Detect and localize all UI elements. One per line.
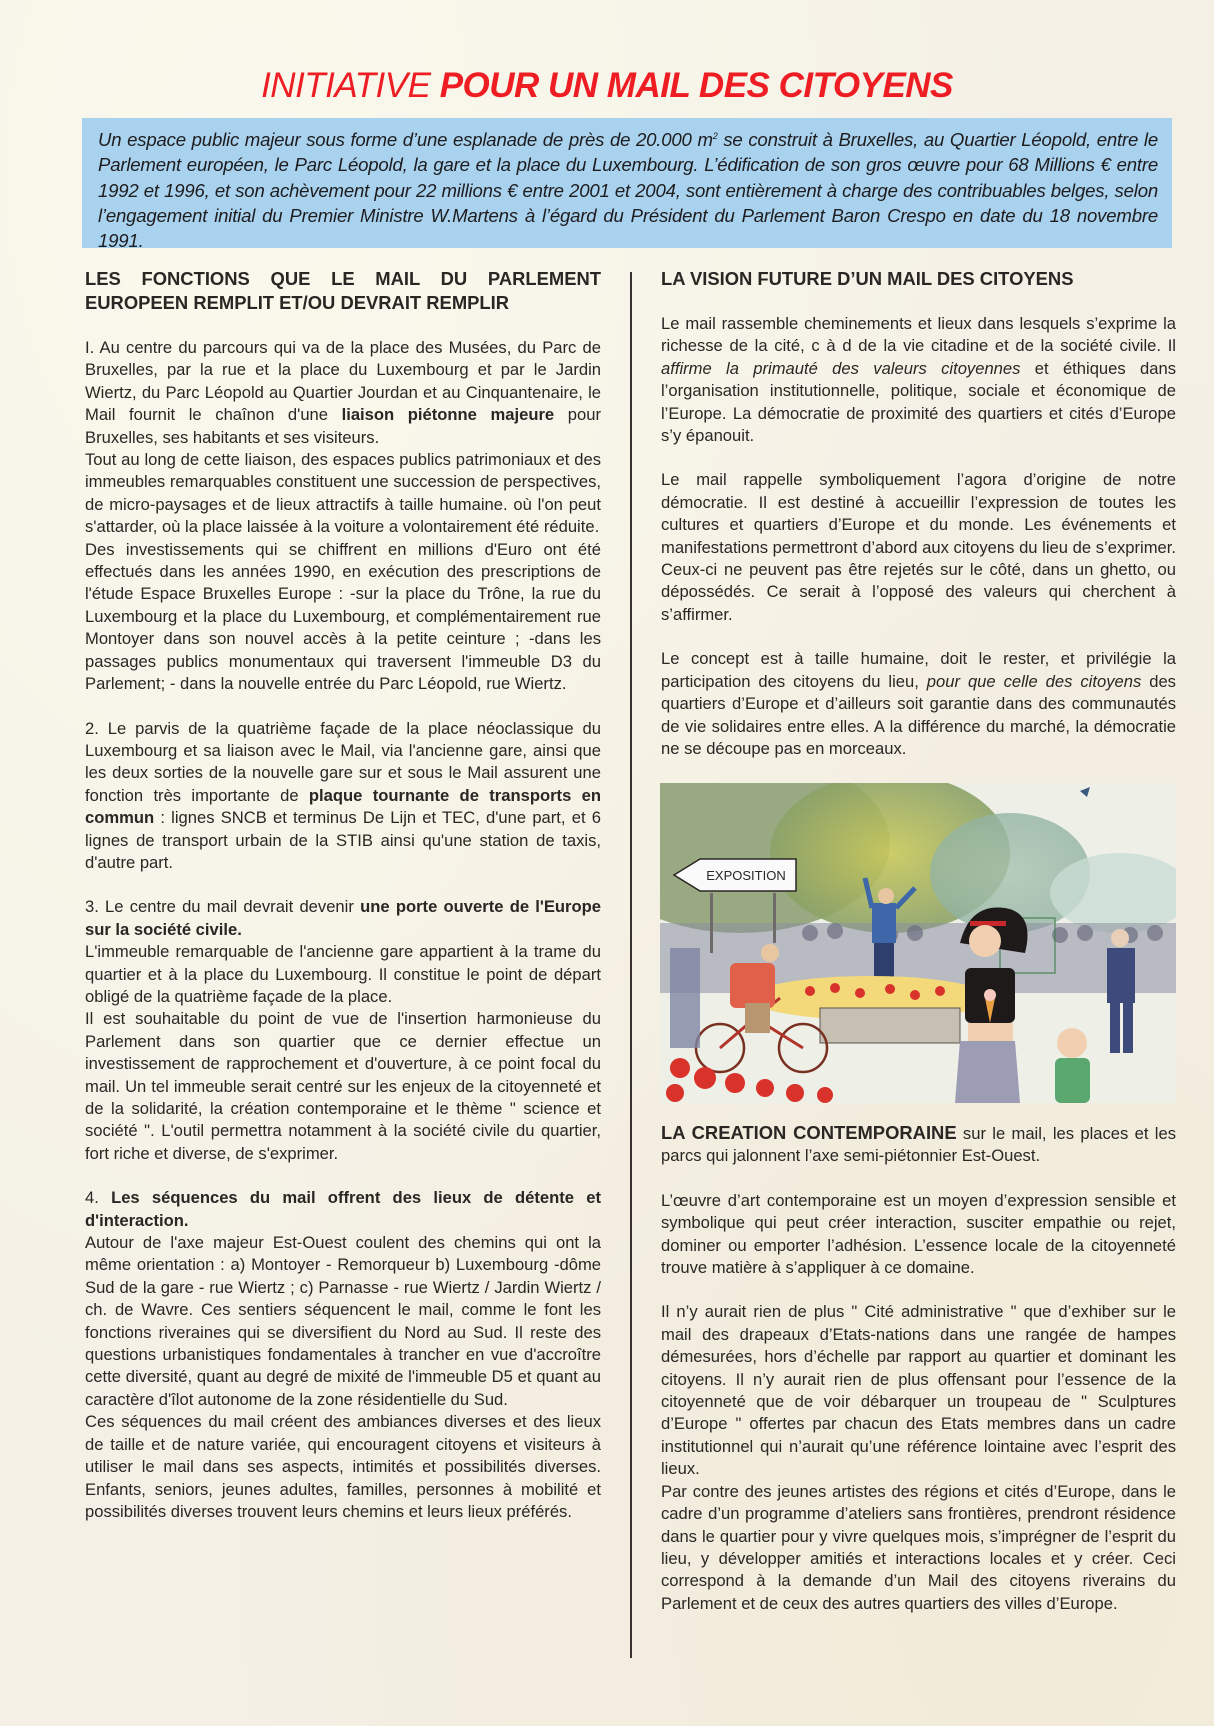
section-4-paragraph-3: Ces séquences du mail créent des ambiances diverses et des lieux de taille et de nature variée, qui encouragent citoyens et visiteurs à utiliser le mail dans ses aspects, intimités et possibilités diverses. Enfants, seniors, jeunes adultes, familles, personnes à mobilité et possibilités diverses trouvent leurs chemins et leurs lieux préférés. <box>85 1412 601 1521</box>
section-4-heading <box>85 1187 601 1232</box>
s2-bold: plaque tournante de transports en commun <box>85 785 601 828</box>
intro-sup: 2 <box>712 131 718 141</box>
section-3-paragraph-3: Il est souhaitable du point de vue de l'insertion harmonieuse du Parlement dans son quartier que ce dernier effectue un investissement de rapprochement et d'ouverture, à ce point focal du mail. Un tel immeuble serait centré sur les enjeux de la citoyenneté et de la solidarité, la création contemporaine et le thème " science et société ". L'outil permettra notamment à la société civile du quartier, fort riche et diverse, de s'exprimer. <box>85 1009 601 1163</box>
s3-text-a: 3. Le centre du mail devrait devenir <box>85 897 361 917</box>
s3-bold: une porte ouverte de l'Europe sur la société civile. <box>85 897 601 939</box>
section-3-heading <box>85 896 601 941</box>
column-divider <box>630 272 632 1658</box>
vision-p3-a: Le concept est à taille humaine, doit le rester, et privilégie la participation des citoyens du lieu, <box>661 649 1176 691</box>
section-4-paragraph-2: Autour de l'axe majeur Est-Ouest coulent des chemins qui ont la même orientation : a) Montoyer - Remorqueur b) Luxembourg -dôme Sud de la gare - rue Wiertz ; c) Parnasse - rue Wiertz / Jardin Wiertz / ch. de Wavre. Ces sentiers séquencent le mail, comme le font les fonctions riveraines qui se diversifient du Nord au Sud. Il reste des questions urbanistiques fondamentales à trancher en vue d'accroître cette diversité, quant au degré de mixité de l'immeuble D5 et quant au caractère d'îlot autonome de la zone résidentielle du Sud. <box>85 1233 601 1409</box>
intro-box <box>82 118 1172 251</box>
s1-bold: liaison piétonne majeure <box>341 405 555 425</box>
left-heading: LES FONCTIONS QUE LE MAIL DU PARLEMENT EUROPEEN REMPLIT ET/OU DEVRAIT REMPLIR <box>85 268 601 313</box>
vision-p1-a: Le mail rassemble cheminements et lieux dans lesquels s’exprime la richesse de la cité, c à d de la vie citadine et de la société civile. Il <box>661 314 1176 356</box>
child <box>1055 1028 1090 1103</box>
creation-section <box>661 1122 1176 1615</box>
vision-p3-italic: pour que celle des citoyens <box>926 671 1142 691</box>
right-heading: LA VISION FUTURE D’UN MAIL DES CITOYENS <box>661 268 1074 289</box>
title-prefix: INITIATIVE <box>261 66 431 105</box>
person-left <box>670 948 700 1048</box>
s4-bold: Les séquences du mail offrent des lieux de détente et d'interaction. <box>85 1188 601 1230</box>
s1-text-b: pour Bruxelles, ses habitants et ses visiteurs. <box>85 405 601 447</box>
vision-p1-italic: affirme la primauté des valeurs citoyennes <box>661 358 1021 378</box>
section-1-paragraph-1 <box>85 337 601 449</box>
vision-paragraph-1 <box>661 313 1176 447</box>
creation-paragraph-2: Il n’y aurait rien de plus " Cité administrative " que d’exhiber sur le mail des drapeaux d’Etats-nations dans une rangée de hampes démesurées, hors d’échelle par rapport au quartier et dominant les citoyens. Il n’y aurait rien de plus offensant pour l’essence de la citoyenneté que de voir débarquer un troupeau de " Sculptures d’Europe " offertes par chacun des Etats membres dans un cadre institutionnel qui n’aurait qu’une référence lointaine avec l’esprit des lieux. <box>661 1302 1176 1479</box>
vision-paragraph-2: Le mail rappelle symboliquement l’agora d’origine de notre démocratie. Il est destiné à accueillir l’expression de toutes les cultures et quartiers d’Europe et du monde. Les événements et manifestations permettront d’abord aux citoyens du lieu de s’exprimer. Ceux-ci ne peuvent pas être rejetés sur le côté, dans un ghetto, ou dépossédés. Ce serait à l’opposé des valeurs qui cherchent à s’affirmer. <box>661 470 1176 624</box>
s2-text-a: 2. Le parvis de la quatrième façade de la place néoclassique du Luxembourg et sa liaison avec le Mail, via l'ancienne gare, ainsi que les deux sorties de la nouvelle gare sur et sous le Mail assurent une fonction très importante de <box>85 718 601 805</box>
illustration <box>660 783 1176 1103</box>
section-1-paragraph-3: Des investissements qui se chiffrent en millions d'Euro ont été effectués dans les années 1990, en exécution des prescriptions de l'étude Espace Bruxelles Europe : -sur la place du Trône, la rue du Luxembourg et la place du Luxembourg, et complémentairement rue Montoyer dans son nouvel accès à la petite ceinture ; -dans les passages publics monumentaux qui traversent l'immeuble D3 du Parlement; - dans la nouvelle entrée du Parc Léopold, rue Wiertz. <box>85 539 601 694</box>
creation-heading-rest: sur le mail, les places et les parcs qui jalonnent l’axe semi-piétonnier Est-Ouest. <box>661 1124 1176 1166</box>
sign-text: EXPOSITION <box>706 868 786 883</box>
creation-paragraph-3: Par contre des jeunes artistes des régions et cités d’Europe, dans le cadre d’un programme d’ateliers sans frontières, prendront résidence dans le quartier pour y vivre quelques mois, s’imprégner de l’esprit du lieu, y développer amitiés et interactions locales et y créer. Ceci correspond à la demande d’un Mail des citoyens riverains du Parlement et de ceux des autres quartiers des villes d’Europe. <box>661 1481 1176 1613</box>
section-3-paragraph-2: L'immeuble remarquable de l'ancienne gare appartient à la trame du quartier et à la place du Luxembourg. Il constitue le point de départ obligé de la quatrième façade de la place. <box>85 942 601 1006</box>
creation-paragraph-1: L’œuvre d’art contemporaine est un moyen d’expression sensible et symbolique qui peut créer interaction, susciter empathie ou rejet, dominer ou emporter l’adhésion. L’essence locale de la citoyenneté trouve matière à s’appliquer à ce domaine. <box>661 1190 1176 1278</box>
s2-text-b: : lignes SNCB et terminus De Lijn et TEC, d'une part, et 6 lignes de transport urbain de la STIB ainsi qu'une station de taxis, d'autre part. <box>85 808 601 872</box>
creation-heading-paragraph <box>661 1122 1176 1168</box>
vision-p1-b: et éthiques dans l’organisation institutionnelle, politique, sociale et économique de l’Europe. La démocratie de proximité des quartiers et cités d’Europe s’y épanouit. <box>661 358 1176 446</box>
vision-p3-b: des quartiers d’Europe et d’ailleurs soit garantie dans des communautés de vie solidaires entre elles. A la différence du marché, la démocratie ne se découpe pas en morceaux. <box>661 671 1176 758</box>
illustration-svg <box>660 783 1176 1103</box>
left-column <box>85 267 601 1523</box>
section-2-paragraph <box>85 718 601 875</box>
creation-heading: LA CREATION CONTEMPORAINE <box>661 1122 957 1143</box>
intro-text-b: se construit à Bruxelles, au Quartier Léopold, entre le Parlement européen, le Parc Léopold, la gare et la place du Luxembourg. L’édification de son gros œuvre pour 68 Millions € entre 1992 et 1996, et son achèvement pour 22 millions € entre 2001 et 2004, sont entièrement à charge des contribuables belges, selon l’engagement initial du Premier Ministre W.Martens à l’égard du Président du Parlement Baron Crespo en date du 18 novembre 1991. <box>98 129 1158 251</box>
stone-wall <box>820 1008 960 1043</box>
right-column <box>661 267 1176 760</box>
intro-text-a: Un espace public majeur sous forme d’une esplanade de près de 20.000 m <box>98 129 713 151</box>
section-1-paragraph-2: Tout au long de cette liaison, des espaces publics patrimoniaux et des immeubles remarquables constituent une succession de perspectives, de micro-paysages et de lieux attractifs à taille humaine. où l'on peut s'attarder, où la place laissée à la voiture a volontairement été réduite. <box>85 450 601 537</box>
page-title <box>0 66 1214 106</box>
title-main: POUR UN MAIL DES CITOYENS <box>439 66 953 105</box>
s1-text-a: I. Au centre du parcours qui va de la place des Musées, du Parc de Bruxelles, par la rue et la place du Luxembourg et par le Jardin Wiertz, du Parc Léopold au Quartier Jourdan et au Cinquantenaire, le Mail fournit le chaînon d'une <box>85 338 601 425</box>
s4-text-a: 4. <box>85 1188 112 1208</box>
vision-paragraph-3 <box>661 648 1176 760</box>
